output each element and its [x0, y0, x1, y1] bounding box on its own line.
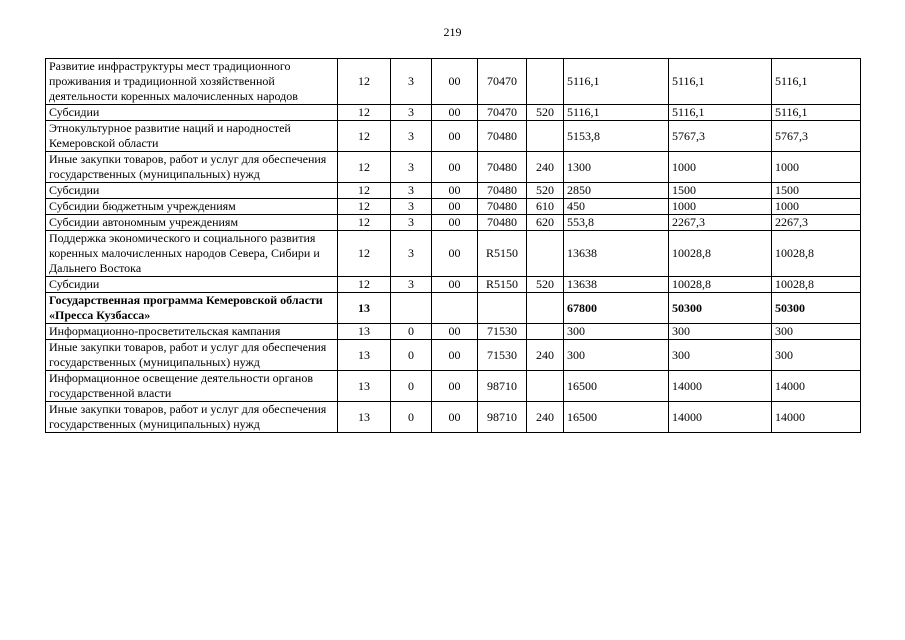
row-sum-year-3: 5116,1 — [772, 59, 861, 105]
row-program: 00 — [432, 152, 478, 183]
row-program: 00 — [432, 340, 478, 371]
row-name: Информационное освещение деятельности органов государственной власти — [46, 371, 338, 402]
row-name: Субсидии — [46, 183, 338, 199]
row-target-code: 70480 — [478, 121, 527, 152]
row-program: 00 — [432, 183, 478, 199]
row-target-code: 70480 — [478, 152, 527, 183]
row-target-code: 70470 — [478, 59, 527, 105]
row-target-code: 70480 — [478, 215, 527, 231]
table-body — [46, 59, 861, 433]
row-sum-year-1: 300 — [564, 324, 669, 340]
row-target-code — [478, 293, 527, 324]
row-subsection: 3 — [391, 105, 432, 121]
table-row — [46, 105, 861, 121]
table-row — [46, 402, 861, 433]
row-program: 00 — [432, 371, 478, 402]
row-program: 00 — [432, 105, 478, 121]
row-name: Развитие инфраструктуры мест традиционного проживания и традиционной хозяйственной деятельности коренных малочисленных народов — [46, 59, 338, 105]
row-target-code: R5150 — [478, 231, 527, 277]
row-sum-year-3: 14000 — [772, 371, 861, 402]
table-row — [46, 277, 861, 293]
row-expense-type: 610 — [527, 199, 564, 215]
row-program: 00 — [432, 59, 478, 105]
row-name: Субсидии автономным учреждениям — [46, 215, 338, 231]
row-sum-year-3: 300 — [772, 340, 861, 371]
table-row — [46, 340, 861, 371]
row-sum-year-2: 300 — [669, 340, 772, 371]
row-target-code: 71530 — [478, 340, 527, 371]
table-row — [46, 59, 861, 105]
row-name: Этнокультурное развитие наций и народностей Кемеровской области — [46, 121, 338, 152]
row-expense-type — [527, 121, 564, 152]
row-name: Информационно-просветительская кампания — [46, 324, 338, 340]
row-sum-year-1: 553,8 — [564, 215, 669, 231]
row-program: 00 — [432, 231, 478, 277]
table-row — [46, 231, 861, 277]
row-sum-year-2: 1500 — [669, 183, 772, 199]
row-subsection: 3 — [391, 152, 432, 183]
row-subsection: 0 — [391, 340, 432, 371]
row-name: Субсидии — [46, 277, 338, 293]
row-subsection: 3 — [391, 277, 432, 293]
row-section: 12 — [338, 121, 391, 152]
table-row — [46, 183, 861, 199]
row-sum-year-2: 14000 — [669, 371, 772, 402]
row-section: 13 — [338, 371, 391, 402]
row-program — [432, 293, 478, 324]
row-name: Субсидии — [46, 105, 338, 121]
row-expense-type — [527, 371, 564, 402]
row-expense-type — [527, 59, 564, 105]
row-expense-type: 240 — [527, 340, 564, 371]
table-row — [46, 199, 861, 215]
table-row — [46, 324, 861, 340]
row-sum-year-3: 50300 — [772, 293, 861, 324]
row-subsection: 3 — [391, 199, 432, 215]
row-section: 12 — [338, 183, 391, 199]
row-sum-year-2: 1000 — [669, 152, 772, 183]
table-row — [46, 215, 861, 231]
row-sum-year-3: 1000 — [772, 152, 861, 183]
row-target-code: 70470 — [478, 105, 527, 121]
row-expense-type: 520 — [527, 277, 564, 293]
row-sum-year-1: 13638 — [564, 231, 669, 277]
row-subsection: 3 — [391, 215, 432, 231]
row-section: 12 — [338, 199, 391, 215]
table-row — [46, 121, 861, 152]
row-expense-type: 520 — [527, 183, 564, 199]
row-name: Иные закупки товаров, работ и услуг для обеспечения государственных (муниципальных) нужд — [46, 340, 338, 371]
row-sum-year-2: 5767,3 — [669, 121, 772, 152]
row-subsection: 0 — [391, 371, 432, 402]
row-expense-type: 240 — [527, 152, 564, 183]
row-section: 13 — [338, 402, 391, 433]
row-target-code: 98710 — [478, 371, 527, 402]
row-sum-year-3: 5767,3 — [772, 121, 861, 152]
row-section: 12 — [338, 215, 391, 231]
row-section: 12 — [338, 152, 391, 183]
row-program: 00 — [432, 215, 478, 231]
row-section: 12 — [338, 277, 391, 293]
row-sum-year-2: 5116,1 — [669, 59, 772, 105]
row-sum-year-3: 10028,8 — [772, 231, 861, 277]
row-sum-year-2: 1000 — [669, 199, 772, 215]
row-program: 00 — [432, 324, 478, 340]
row-target-code: 98710 — [478, 402, 527, 433]
row-expense-type: 520 — [527, 105, 564, 121]
row-subsection: 3 — [391, 231, 432, 277]
row-program: 00 — [432, 277, 478, 293]
row-sum-year-2: 2267,3 — [669, 215, 772, 231]
row-sum-year-2: 5116,1 — [669, 105, 772, 121]
row-sum-year-1: 67800 — [564, 293, 669, 324]
row-target-code: 70480 — [478, 183, 527, 199]
row-sum-year-1: 5153,8 — [564, 121, 669, 152]
row-subsection: 3 — [391, 183, 432, 199]
row-expense-type — [527, 324, 564, 340]
row-sum-year-3: 10028,8 — [772, 277, 861, 293]
row-section: 12 — [338, 105, 391, 121]
row-sum-year-1: 16500 — [564, 371, 669, 402]
row-target-code: R5150 — [478, 277, 527, 293]
row-expense-type: 620 — [527, 215, 564, 231]
row-program: 00 — [432, 199, 478, 215]
row-subsection: 0 — [391, 402, 432, 433]
row-section: 13 — [338, 293, 391, 324]
row-sum-year-1: 5116,1 — [564, 105, 669, 121]
row-name: Иные закупки товаров, работ и услуг для обеспечения государственных (муниципальных) нужд — [46, 152, 338, 183]
row-target-code: 71530 — [478, 324, 527, 340]
row-sum-year-3: 300 — [772, 324, 861, 340]
row-expense-type: 240 — [527, 402, 564, 433]
row-target-code: 70480 — [478, 199, 527, 215]
row-sum-year-1: 300 — [564, 340, 669, 371]
row-sum-year-1: 2850 — [564, 183, 669, 199]
row-name: Государственная программа Кемеровской области «Пресса Кузбасса» — [46, 293, 338, 324]
row-subsection: 3 — [391, 121, 432, 152]
row-sum-year-3: 14000 — [772, 402, 861, 433]
row-subsection — [391, 293, 432, 324]
row-subsection: 3 — [391, 59, 432, 105]
row-subsection: 0 — [391, 324, 432, 340]
row-sum-year-1: 1300 — [564, 152, 669, 183]
table-row — [46, 371, 861, 402]
row-program: 00 — [432, 121, 478, 152]
row-name: Субсидии бюджетным учреждениям — [46, 199, 338, 215]
row-sum-year-3: 1000 — [772, 199, 861, 215]
page-number: 219 — [443, 25, 462, 39]
row-sum-year-3: 5116,1 — [772, 105, 861, 121]
row-sum-year-2: 10028,8 — [669, 231, 772, 277]
row-expense-type — [527, 231, 564, 277]
row-sum-year-1: 16500 — [564, 402, 669, 433]
row-sum-year-3: 2267,3 — [772, 215, 861, 231]
row-program: 00 — [432, 402, 478, 433]
table-row — [46, 293, 861, 324]
row-sum-year-3: 1500 — [772, 183, 861, 199]
row-section: 13 — [338, 340, 391, 371]
table-row — [46, 152, 861, 183]
row-section: 12 — [338, 231, 391, 277]
row-sum-year-1: 13638 — [564, 277, 669, 293]
row-name: Иные закупки товаров, работ и услуг для обеспечения государственных (муниципальных) нужд — [46, 402, 338, 433]
row-name: Поддержка экономического и социального развития коренных малочисленных народов Севера, Сибири и Дальнего Востока — [46, 231, 338, 277]
budget-table — [45, 58, 861, 433]
row-sum-year-2: 10028,8 — [669, 277, 772, 293]
row-expense-type — [527, 293, 564, 324]
row-sum-year-2: 300 — [669, 324, 772, 340]
row-section: 13 — [338, 324, 391, 340]
row-sum-year-1: 5116,1 — [564, 59, 669, 105]
row-sum-year-2: 50300 — [669, 293, 772, 324]
row-sum-year-2: 14000 — [669, 402, 772, 433]
row-sum-year-1: 450 — [564, 199, 669, 215]
row-section: 12 — [338, 59, 391, 105]
